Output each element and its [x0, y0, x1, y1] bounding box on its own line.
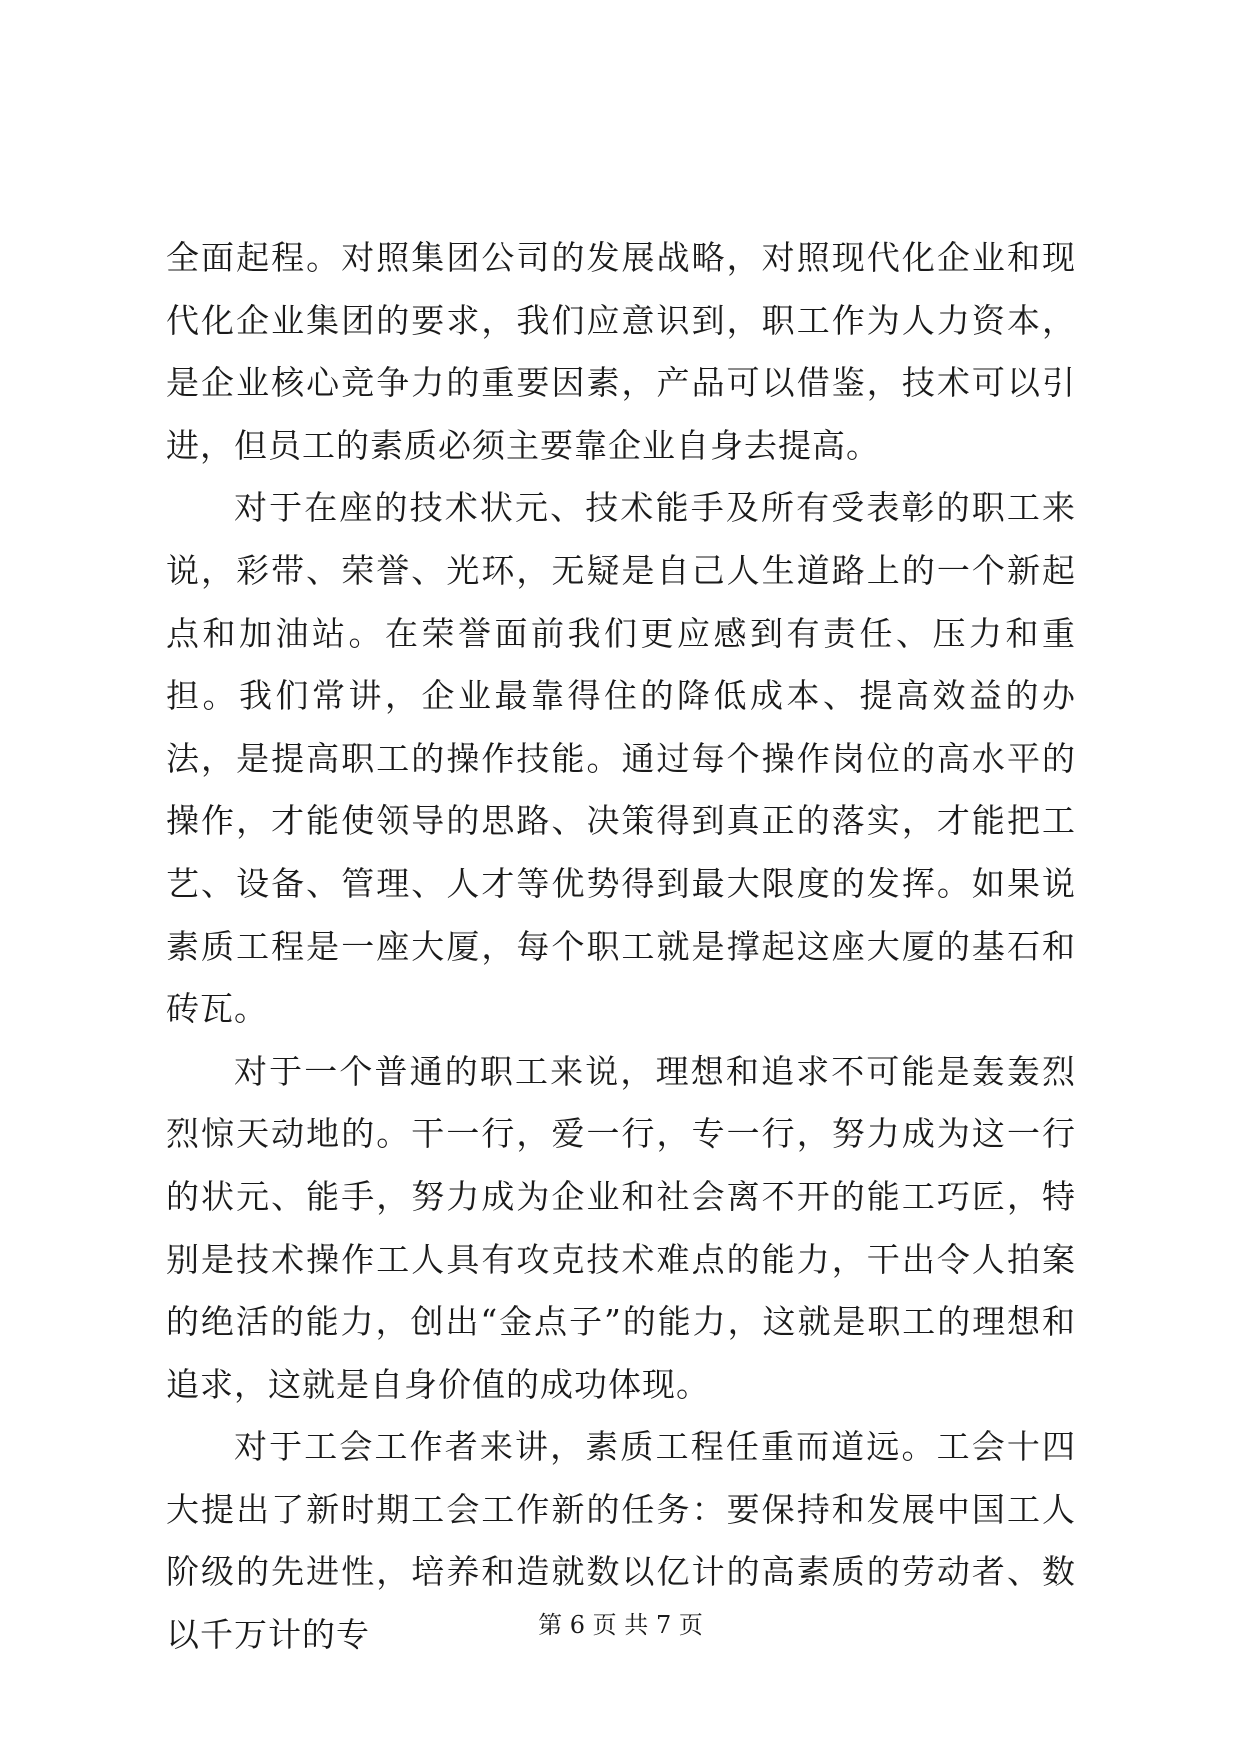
document-body [166, 227, 1076, 1667]
paragraph-2: 对于在座的技术状元、技术能手及所有受表彰的职工来说，彩带、荣誉、光环，无疑是自己人生道路上的一个新起点和加油站。在荣誉面前我们更应感到有责任、压力和重担。我们常讲，企业最靠得住的降低成本、提高效益的办法，是提高职工的操作技能。通过每个操作岗位的高水平的操作，才能使领导的思路、决策得到真正的落实，才能把工艺、设备、管理、人才等优势得到最大限度的发挥。如果说素质工程是一座大厦，每个职工就是撑起这座大厦的基石和砖瓦。 [166, 488, 1076, 1029]
page-footer: 第 6 页 共 7 页 [538, 1611, 703, 1639]
paragraph-1: 全面起程。对照集团公司的发展战略，对照现代化企业和现代化企业集团的要求，我们应意识到，职工作为人力资本，是企业核心竞争力的重要因素，产品可以借鉴，技术可以引进，但员工的素质必须主要靠企业自身去提高。 [166, 238, 1076, 465]
paragraph-3: 对于一个普通的职工来说，理想和追求不可能是轰轰烈烈惊天动地的。干一行，爱一行，专一行，努力成为这一行的状元、能手，努力成为企业和社会离不开的能工巧匠，特别是技术操作工人具有攻克技术难点的能力，干出令人拍案的绝活的能力，创出“金点子”的能力，这就是职工的理想和追求，这就是自身价值的成功体现。 [166, 1051, 1076, 1404]
paragraph-4: 对于工会工作者来讲，素质工程任重而道远。工会十四大提出了新时期工会工作新的任务：要保持和发展中国工人阶级的先进性，培养和造就数以亿计的高素质的劳动者、数以千万计的专 [166, 1427, 1076, 1655]
